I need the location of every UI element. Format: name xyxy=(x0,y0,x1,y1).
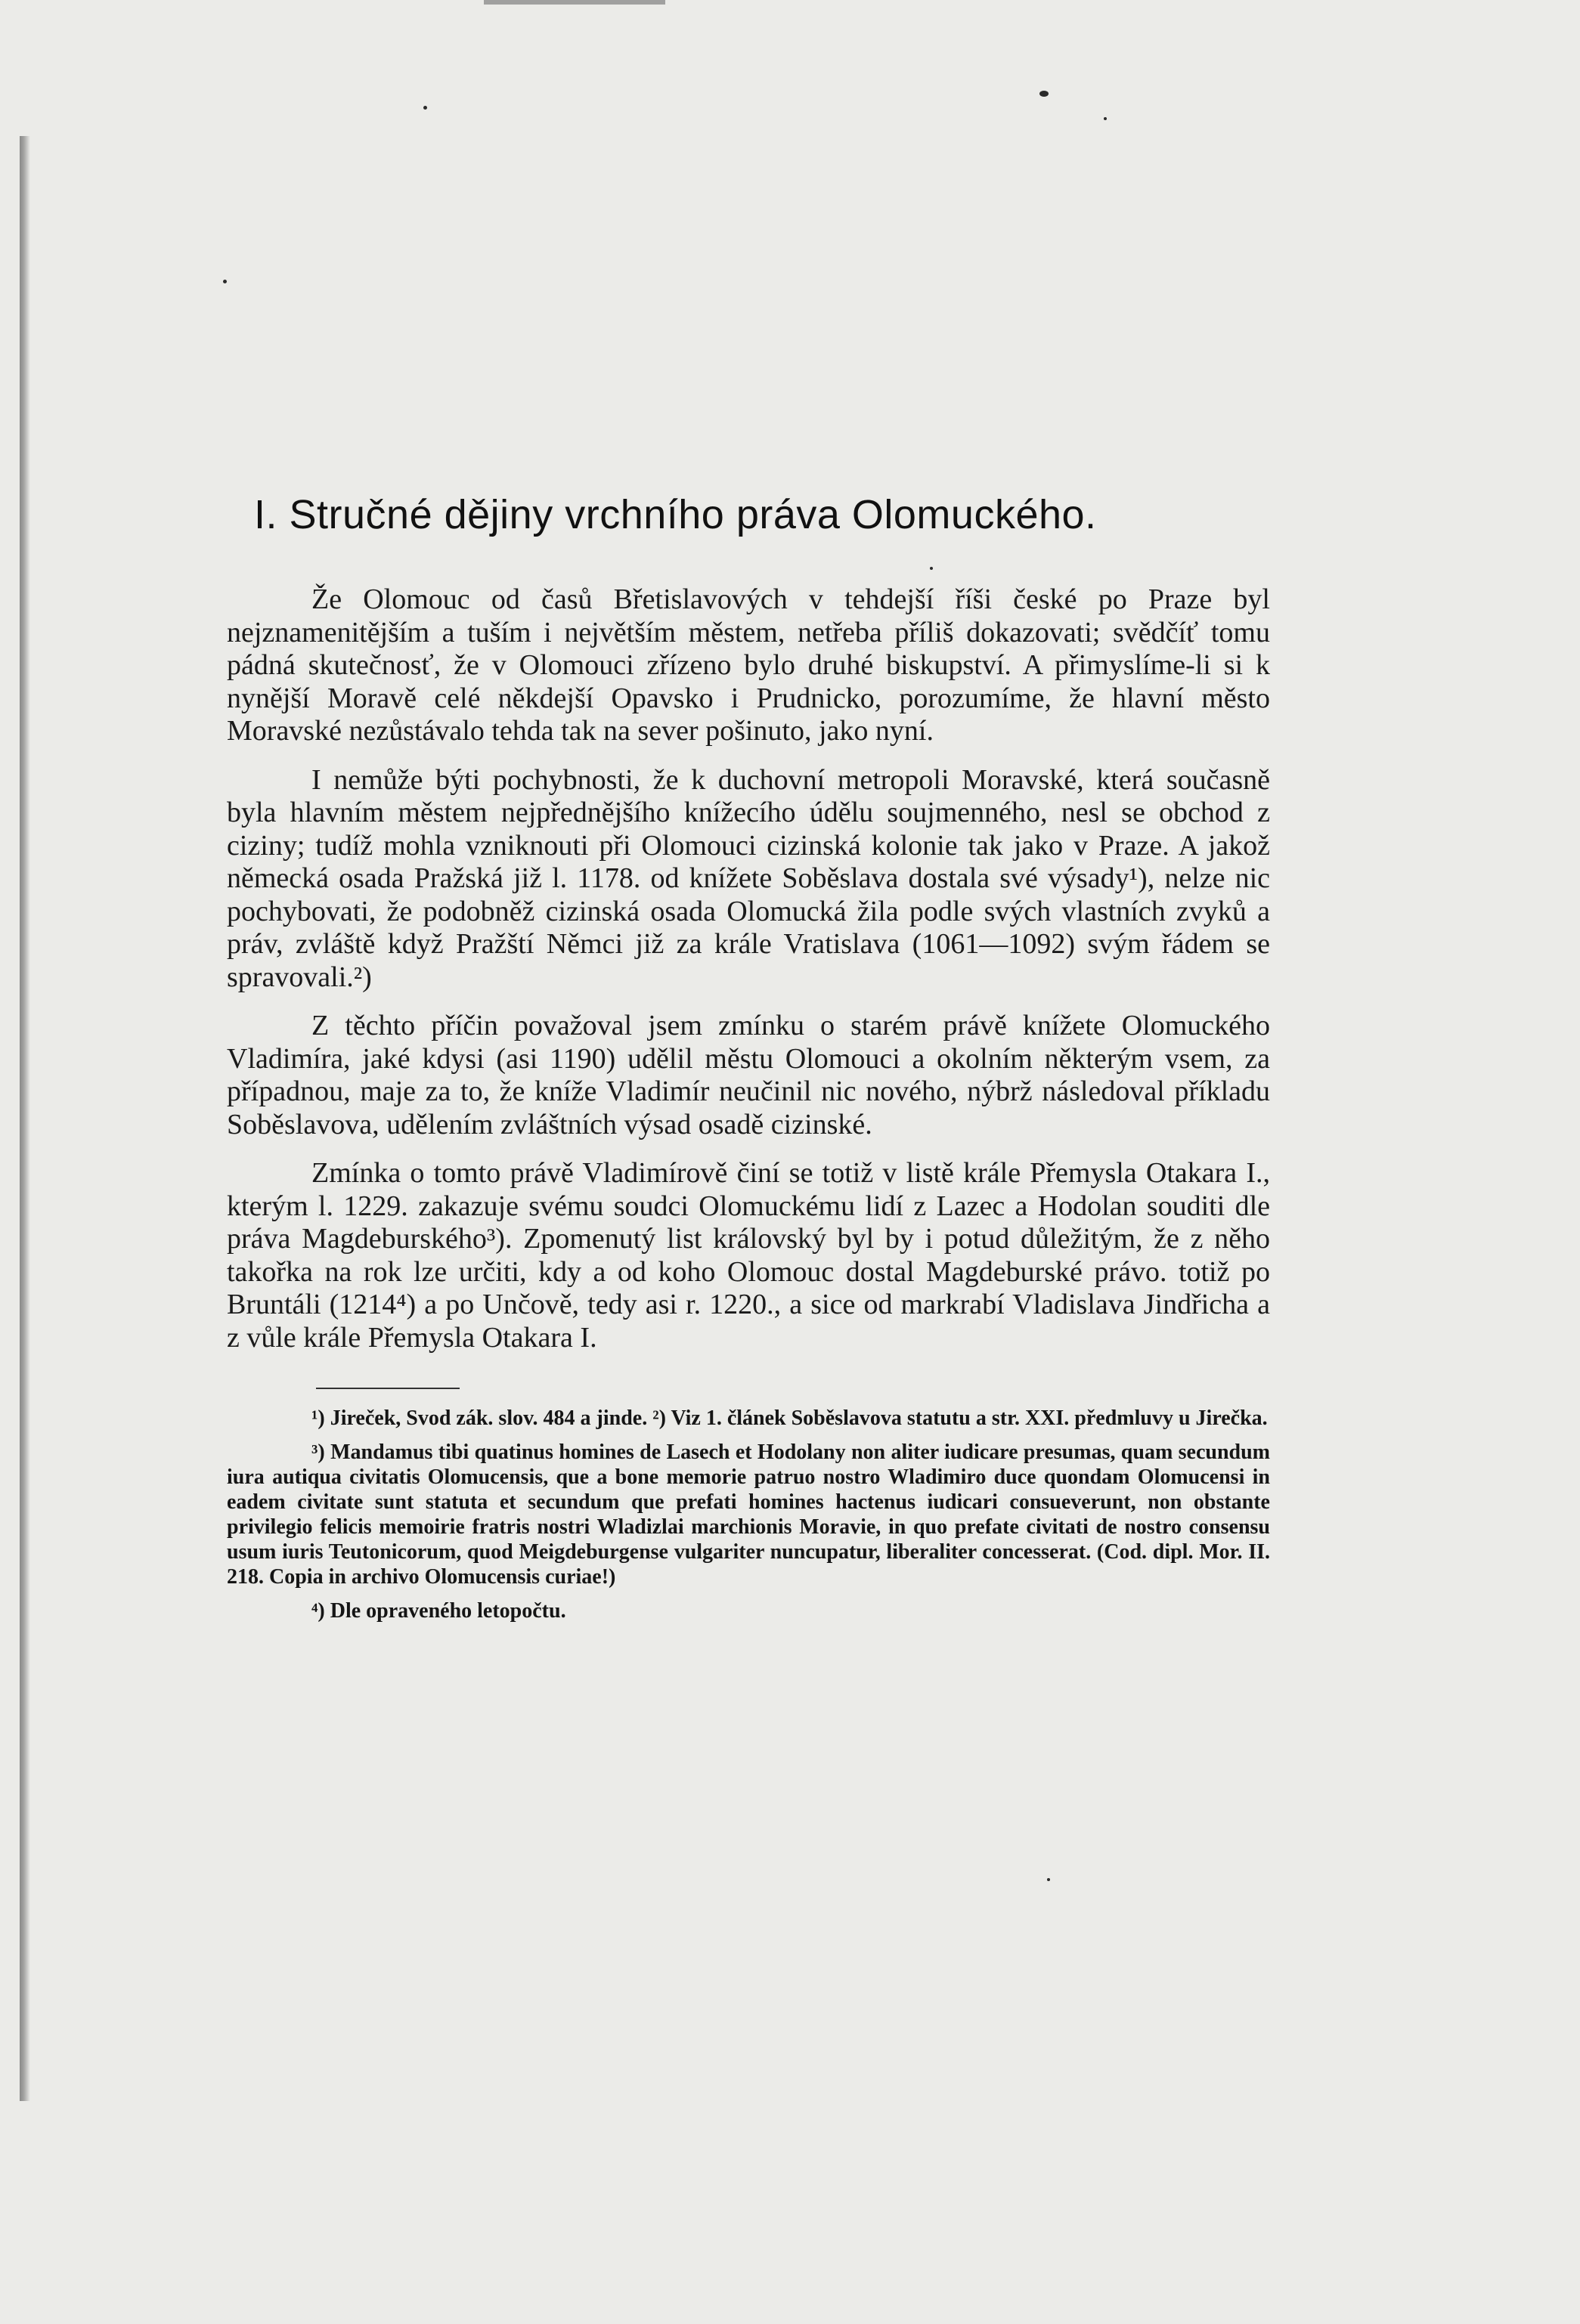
body-paragraph: Zmínka o tomto právě Vladimírově činí se totiž v listě krále Přemysla Otakara I., kterým l. 1229. zakazuje svému soudci Olomuckému lidí z Lazec a Hodolan souditi dle práva Magdeburského³). Zpomenutý list královský byl by i potud důležitým, že z něho takořka na rok lze určiti, kdy a od koho Olomouc dostal Magdeburské právo. totiž po Bruntáli (1214⁴) a po Unčově, tedy asi r. 1220., a sice od markrabí Vladislava Jindřicha a z vůle krále Přemysla Otakara I. xyxy=(227,1157,1270,1354)
footnote: ¹) Jireček, Svod zák. slov. 484 a jinde. ²) Viz 1. článek Soběslavova statutu a str. XXI. předmluvy u Jirečka. xyxy=(311,1406,1268,1430)
scan-top-edge xyxy=(484,0,665,5)
scan-speck xyxy=(1047,1878,1050,1881)
footnote: ⁴) Dle opraveného letopočtu. xyxy=(311,1599,566,1623)
page-content xyxy=(227,491,1270,1623)
footnote-divider xyxy=(316,1388,460,1389)
scan-speck xyxy=(423,106,427,110)
scan-speck xyxy=(1039,91,1049,97)
body-paragraph: I nemůže býti pochybnosti, že k duchovní metropoli Moravské, která současně byla hlavním městem nejpřednějšího knížecího údělu soujmenného, nesl se obchod z ciziny; tudíž mohla vzniknouti při Olomouci cizinská kolonie tak jako v Praze. A jakož německá osada Pražská již l. 1178. od knížete Soběslava dostala své výsady¹), nelze nic pochybovati, že podobněž cizinská osada Olomucká žila podle svých vlastních zvyků a práv, zvláště když Pražští Němci již za krále Vratislava (1061—1092) svým řádem se spravovali.²) xyxy=(227,763,1270,993)
scan-binding-edge xyxy=(20,136,30,2101)
scan-speck xyxy=(1104,117,1107,120)
body-paragraph: Že Olomouc od časů Břetislavových v tehdejší říši české po Praze byl nejznamenitějším a tuším i největším městem, netřeba příliš dokazovati; svědčíť tomu pádná skutečnosť, že v Olomouci zřízeno bylo druhé biskupství. A přimyslíme-li si k nynější Moravě celé někdejší Opavsko i Prudnicko, porozumíme, že hlavní město Moravské nezůstávalo tehda tak na sever pošinuto, jako nyní. xyxy=(227,583,1270,747)
footnote: ³) Mandamus tibi quatinus homines de Lasech et Hodolany non aliter iudicare presumas, quam secundum iura autiqua civitatis Olomucensis, que a bone memorie patruo nostro Wladimiro duce quondam Olomucensi in eadem civitate sunt statuta et secundum que prefati homines hactenus iudicari consueverunt, non obstante privilegio felicis memoirie fratris nostri Wladizlai marchionis Moravie, in quo prefate civitati de nostro consensu usum iuris Teutonicorum, quod Meigdeburgense vulgariter nuncupatur, liberaliter concesserat. (Cod. dipl. Mor. II. 218. Copia in archivo Olomucensis curiae!) xyxy=(227,1441,1270,1589)
body-paragraph: Z těchto příčin považoval jsem zmínku o starém právě knížete Olomuckého Vladimíra, jaké kdysi (asi 1190) udělil městu Olomouci a okolním některým vsem, za případnou, maje za to, že kníže Vladimír neučinil nic nového, nýbrž následoval příkladu Soběslavova, udělením zvláštních výsad osadě cizinské. xyxy=(227,1010,1270,1140)
scan-speck xyxy=(223,280,227,283)
page-title: I. Stručné dějiny vrchního práva Olomuckého. xyxy=(254,492,1097,537)
